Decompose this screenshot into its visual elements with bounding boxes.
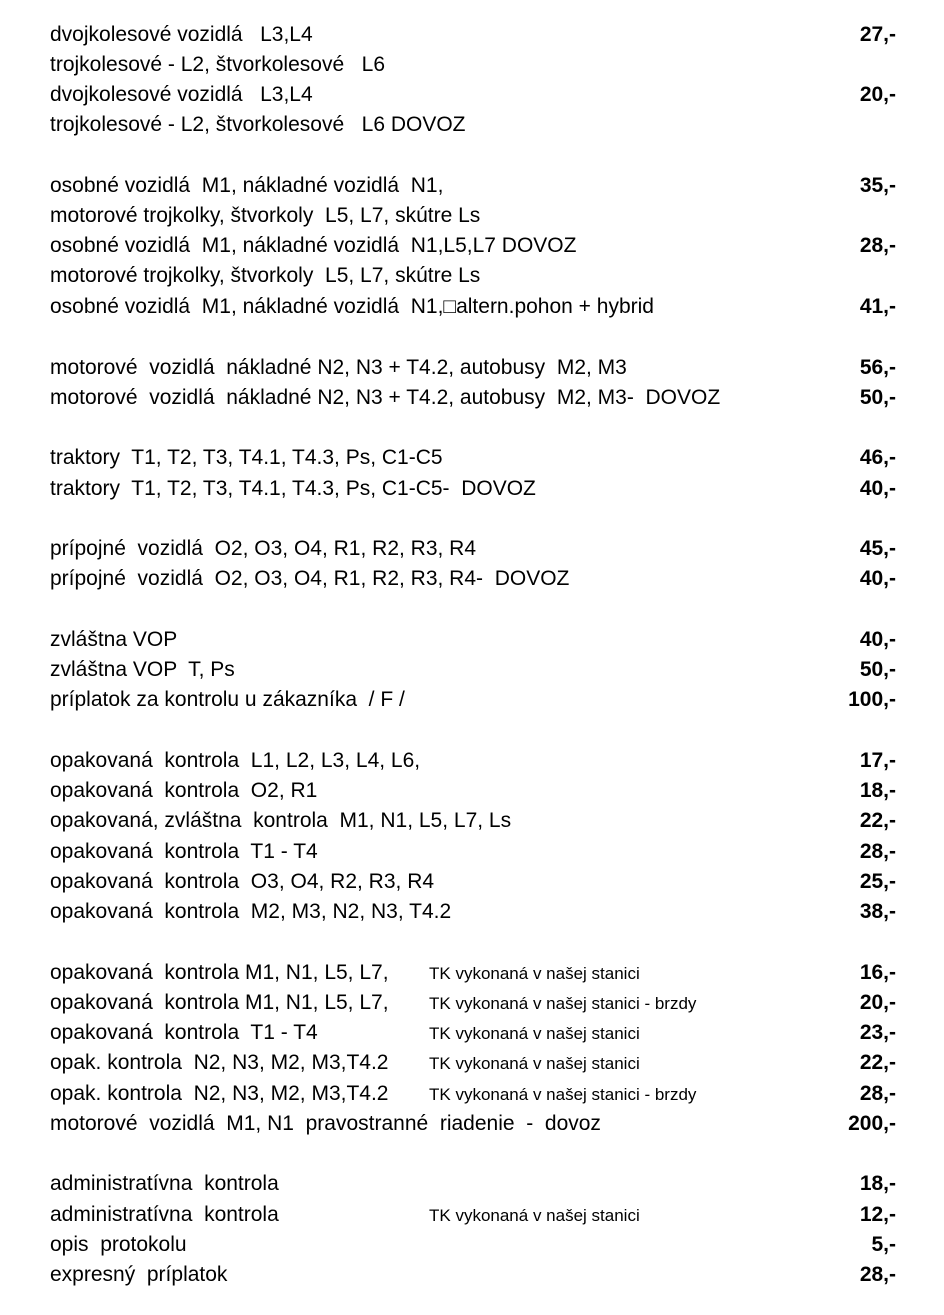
price-row [50, 292, 896, 322]
row-label: motorové trojkolky, štvorkoly L5, L7, skútre Ls [50, 264, 481, 287]
row-price: 200,- [848, 1112, 896, 1135]
row-label: motorové vozidlá nákladné N2, N3 + T4.2, autobusy M2, M3 [50, 356, 627, 379]
row-price: 28,- [859, 840, 896, 863]
row-price: 25,- [859, 870, 896, 893]
row-label: osobné vozidlá M1, nákladné vozidlá N1, [50, 174, 444, 197]
row-price: 28,- [859, 1263, 896, 1286]
row-label: motorové trojkolky, štvorkoly L5, L7, skútre Ls [50, 204, 481, 227]
row-label: opakovaná kontrola M1, N1, L5, L7, [50, 991, 389, 1014]
row-note: TK vykonaná v našej stanici - brzdy [429, 1085, 697, 1104]
row-label: prípojné vozidlá O2, O3, O4, R1, R2, R3, R4- DOVOZ [50, 567, 570, 590]
row-price: 23,- [859, 1021, 896, 1044]
price-row [50, 564, 896, 594]
price-row [50, 171, 896, 201]
row-price: 40,- [859, 477, 896, 500]
row-label: opakovaná kontrola O2, R1 [50, 779, 318, 802]
price-row [50, 231, 896, 261]
row-label: administratívna kontrola [50, 1203, 279, 1226]
row-price: 38,- [859, 900, 896, 923]
price-row [50, 988, 896, 1018]
price-row [50, 1260, 896, 1290]
row-label: trojkolesové - L2, štvorkolesové L6 DOVOZ [50, 113, 466, 136]
row-price: 22,- [859, 1051, 896, 1074]
row-note: TK vykonaná v našej stanici [429, 1206, 640, 1225]
row-label: opakovaná, zvláštna kontrola M1, N1, L5, L7, Ls [50, 809, 512, 832]
row-label: opakovaná kontrola M1, N1, L5, L7, [50, 961, 389, 984]
row-price: 46,- [859, 446, 896, 469]
price-row [50, 746, 896, 776]
row-price: 50,- [859, 658, 896, 681]
row-label: opakovaná kontrola T1 - T4 [50, 840, 318, 863]
row-price: 41,- [859, 295, 896, 318]
row-price: 56,- [859, 356, 896, 379]
row-label: zvláštna VOP [50, 628, 178, 651]
price-row [50, 897, 896, 927]
row-note: TK vykonaná v našej stanici [429, 964, 640, 983]
price-row [50, 50, 896, 80]
row-label: zvláštna VOP T, Ps [50, 658, 235, 681]
row-note: TK vykonaná v našej stanici - brzdy [429, 994, 697, 1013]
row-note: TK vykonaná v našej stanici [429, 1024, 640, 1043]
price-row [50, 1079, 896, 1109]
row-label: opakovaná kontrola T1 - T4 [50, 1021, 318, 1044]
row-price: 12,- [859, 1203, 896, 1226]
price-row [50, 837, 896, 867]
row-label: trojkolesové - L2, štvorkolesové L6 [50, 53, 385, 76]
price-row [50, 20, 896, 50]
row-price: 18,- [859, 779, 896, 802]
price-row [50, 443, 896, 473]
price-row [50, 655, 896, 685]
row-label: opis protokolu [50, 1233, 187, 1256]
row-price: 40,- [859, 567, 896, 590]
row-price: 20,- [859, 991, 896, 1014]
row-label: opakovaná kontrola O3, O4, R2, R3, R4 [50, 870, 435, 893]
price-row [50, 110, 896, 140]
price-row [50, 1109, 896, 1139]
row-label: administratívna kontrola [50, 1172, 279, 1195]
row-price: 27,- [859, 23, 896, 46]
price-row [50, 685, 896, 715]
price-row [50, 806, 896, 836]
price-row [50, 1230, 896, 1260]
row-note: TK vykonaná v našej stanici [429, 1054, 640, 1073]
price-row [50, 534, 896, 564]
price-row [50, 1048, 896, 1078]
row-label: opak. kontrola N2, N3, M2, M3,T4.2 [50, 1082, 389, 1105]
price-row [50, 261, 896, 291]
row-label: expresný príplatok [50, 1263, 228, 1286]
price-row [50, 958, 896, 988]
row-price: 100,- [848, 688, 896, 711]
row-label: traktory T1, T2, T3, T4.1, T4.3, Ps, C1-C5- DOVOZ [50, 477, 536, 500]
price-row [50, 383, 896, 413]
row-price: 22,- [859, 809, 896, 832]
row-label: príplatok za kontrolu u zákazníka / F / [50, 688, 405, 711]
price-row [50, 201, 896, 231]
row-price: 40,- [859, 628, 896, 651]
row-label: motorové vozidlá M1, N1 pravostranné riadenie - dovoz [50, 1112, 601, 1135]
row-price: 28,- [859, 1082, 896, 1105]
row-price: 16,- [859, 961, 896, 984]
row-label: prípojné vozidlá O2, O3, O4, R1, R2, R3, R4 [50, 537, 477, 560]
row-label: dvojkolesové vozidlá L3,L4 [50, 83, 313, 106]
row-label: motorové vozidlá nákladné N2, N3 + T4.2, autobusy M2, M3- DOVOZ [50, 386, 721, 409]
price-row [50, 867, 896, 897]
price-row [50, 80, 896, 110]
price-row [50, 1200, 896, 1230]
row-price: 17,- [859, 749, 896, 772]
row-label: opakovaná kontrola L1, L2, L3, L4, L6, [50, 749, 421, 772]
row-price: 45,- [859, 537, 896, 560]
row-label: traktory T1, T2, T3, T4.1, T4.3, Ps, C1-C5 [50, 446, 443, 469]
price-row [50, 353, 896, 383]
price-row [50, 1018, 896, 1048]
row-price: 20,- [859, 83, 896, 106]
row-label: opak. kontrola N2, N3, M2, M3,T4.2 [50, 1051, 389, 1074]
price-row [50, 474, 896, 504]
row-price: 5,- [871, 1233, 896, 1256]
row-label: opakovaná kontrola M2, M3, N2, N3, T4.2 [50, 900, 452, 923]
price-row [50, 776, 896, 806]
price-row [50, 625, 896, 655]
row-price: 35,- [859, 174, 896, 197]
row-price: 50,- [859, 386, 896, 409]
price-row [50, 1169, 896, 1199]
row-label: dvojkolesové vozidlá L3,L4 [50, 23, 313, 46]
row-price: 18,- [859, 1172, 896, 1195]
row-price: 28,- [859, 234, 896, 257]
row-label: osobné vozidlá M1, nákladné vozidlá N1,□altern.pohon + hybrid [50, 295, 654, 318]
row-label: osobné vozidlá M1, nákladné vozidlá N1,L5,L7 DOVOZ [50, 234, 577, 257]
